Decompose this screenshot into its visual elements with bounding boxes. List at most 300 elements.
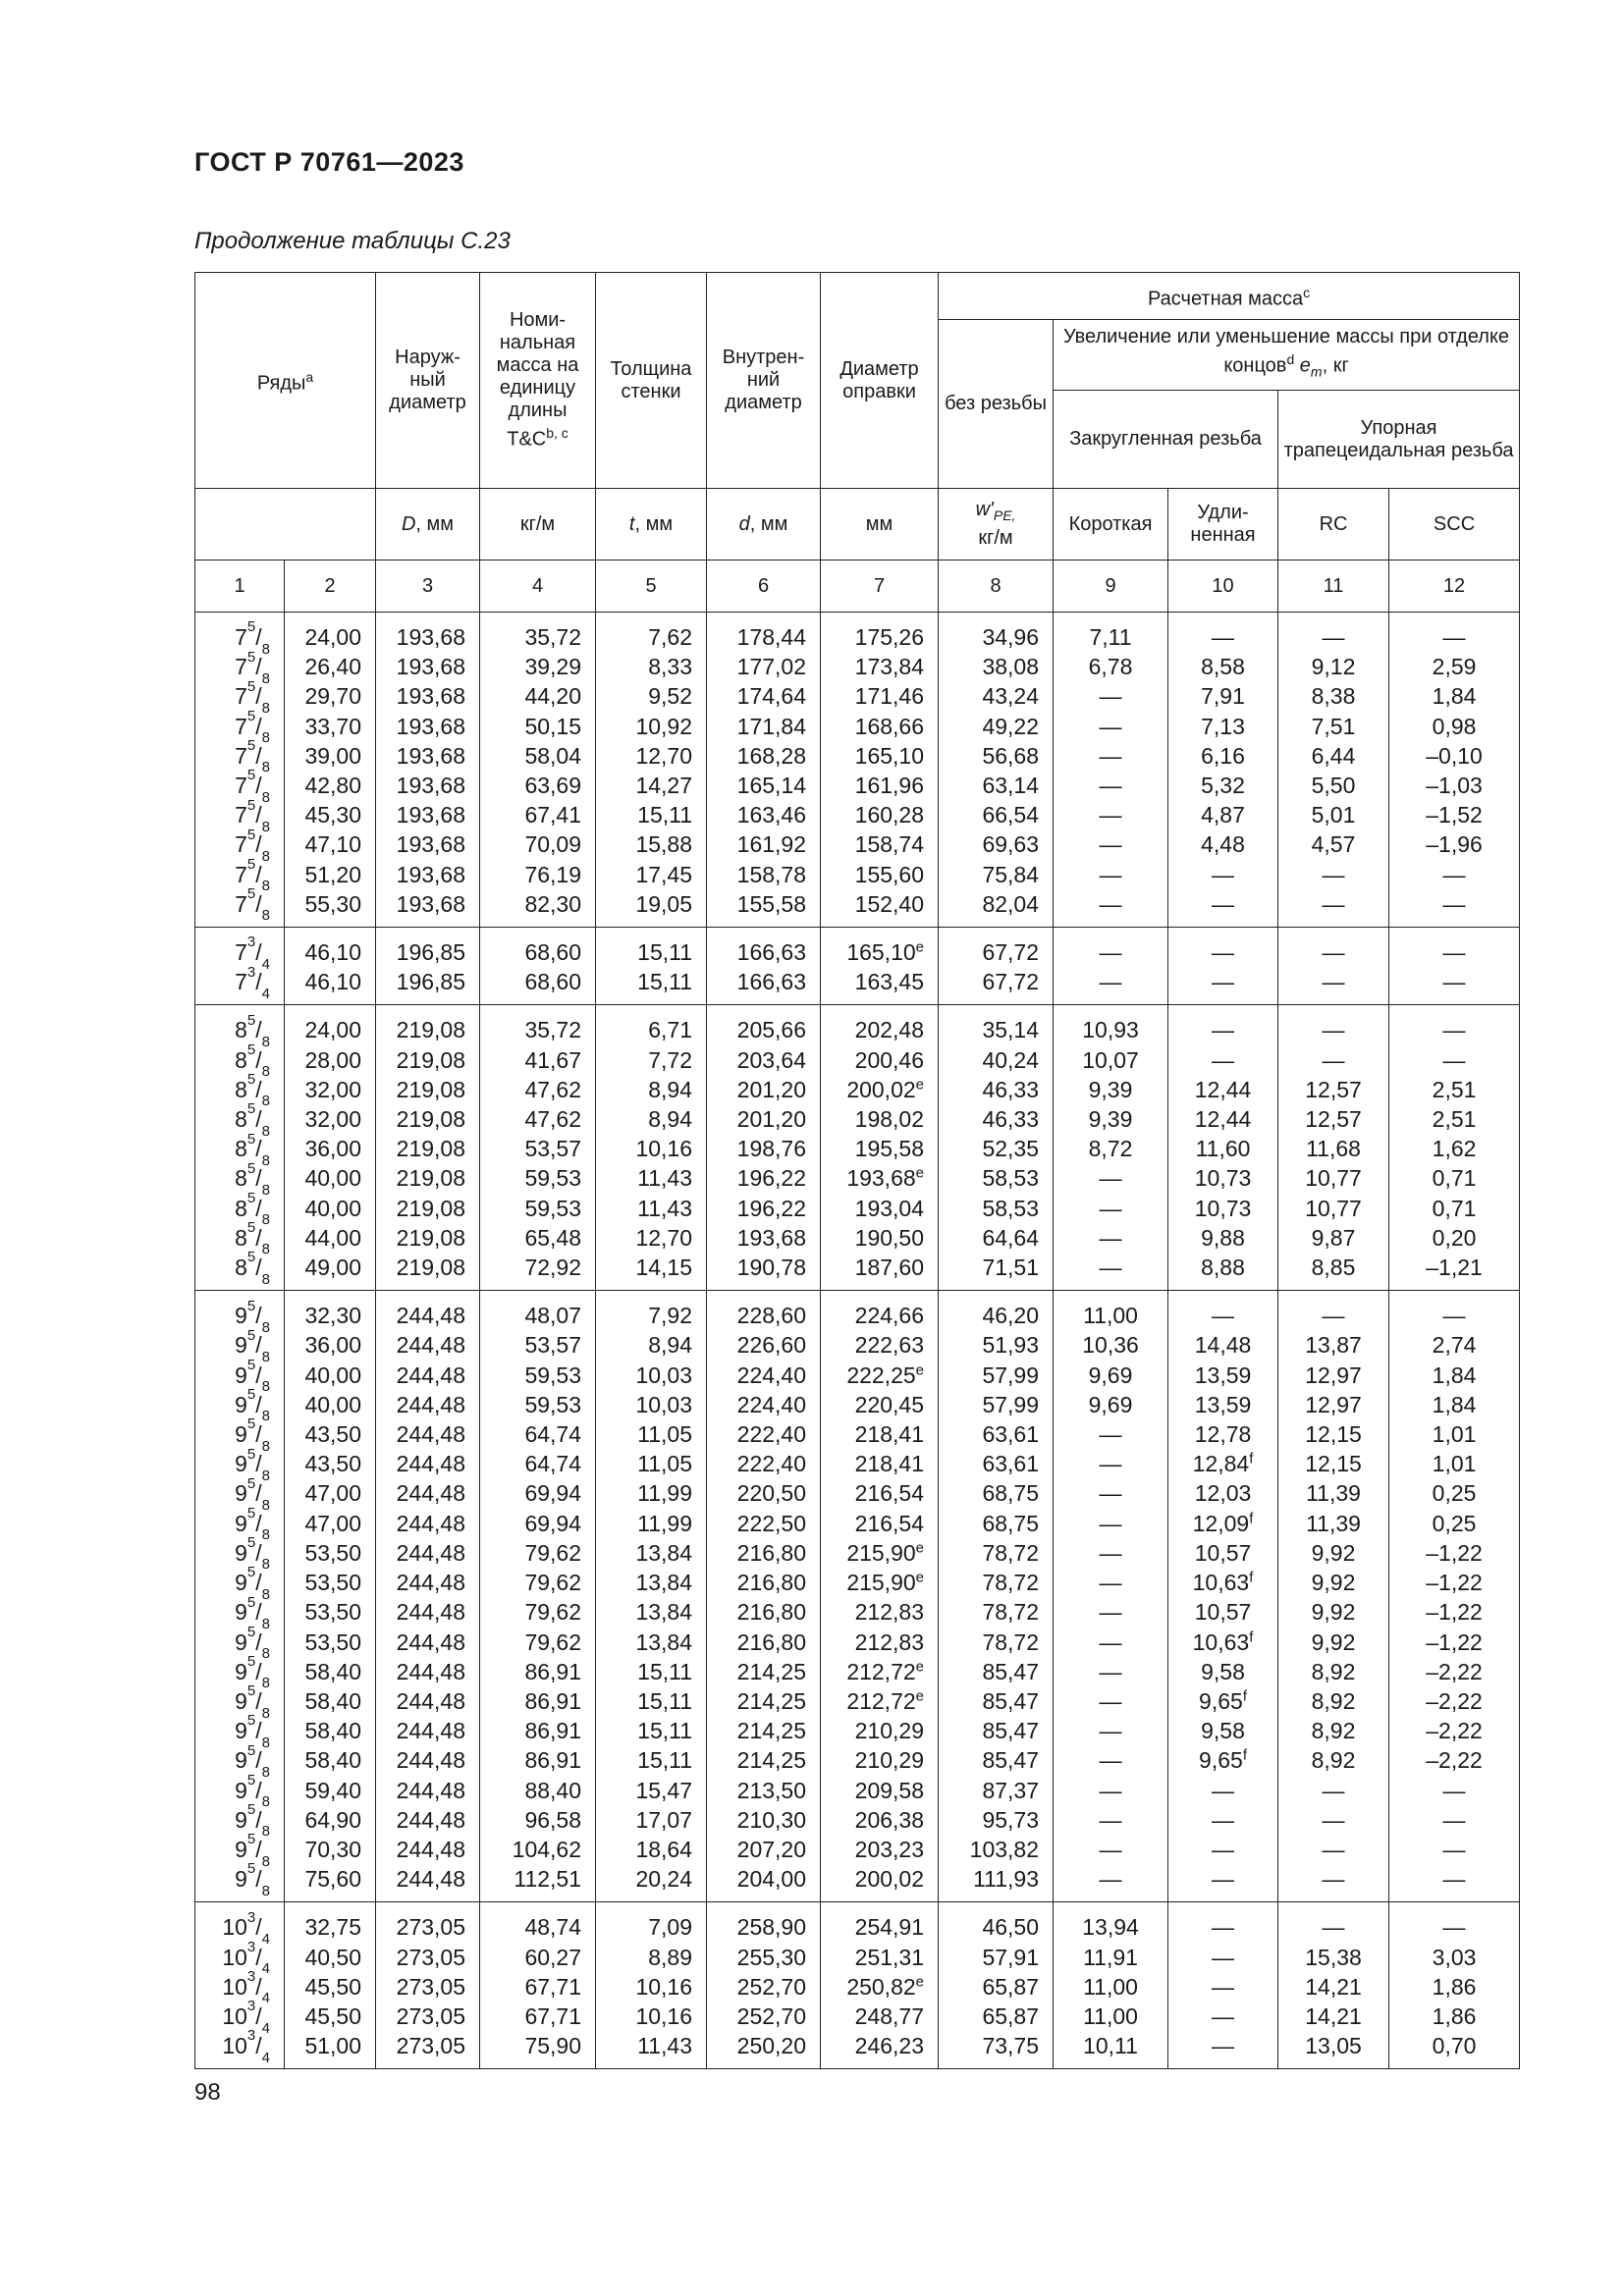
size-value: $7^5/_8$	[235, 796, 270, 835]
cell-value: 85,47	[982, 1687, 1040, 1714]
cell-value: 219,08	[396, 1255, 466, 1281]
cell-value: —	[1442, 1866, 1466, 1893]
cell-value: 158,78	[736, 861, 807, 887]
cell-value: —	[1212, 1914, 1235, 1941]
size-value: $7^5/_8$	[235, 826, 270, 866]
cell-value: —	[1442, 890, 1466, 917]
cell-value: 0,71	[1432, 1195, 1477, 1221]
cell-value: 224,66	[854, 1303, 925, 1329]
cell-value: 252,70	[736, 1973, 807, 2000]
cell-value: 216,80	[736, 1629, 807, 1655]
cell-value: 244,48	[396, 1421, 466, 1448]
cell-value: 244,48	[396, 1687, 466, 1714]
cell-value: —	[1099, 802, 1122, 828]
cell-value: 193,04	[854, 1195, 925, 1221]
cell-col-4	[480, 1902, 596, 2069]
cell-value: —	[1099, 1195, 1122, 1221]
cell-value: 96,58	[524, 1806, 582, 1833]
size-value: $9^5/_8$	[235, 1505, 270, 1544]
cell-value: 222,40	[736, 1451, 807, 1477]
cell-value: 187,60	[854, 1255, 925, 1281]
cell-col-12	[1389, 613, 1520, 928]
cell-value: 10,73	[1194, 1165, 1252, 1192]
cell-value: 78,72	[982, 1570, 1040, 1596]
cell-value: 18,64	[635, 1836, 693, 1862]
cell-value: 224,40	[736, 1391, 807, 1417]
cell-value: 196,22	[736, 1165, 807, 1192]
cell-value: –1,96	[1426, 831, 1483, 858]
cell-value: 8,33	[648, 654, 693, 680]
cell-value: —	[1322, 1836, 1345, 1862]
cell-value: 5,01	[1311, 802, 1356, 828]
cell-value: 220,50	[736, 1480, 807, 1507]
cell-col-4	[480, 1005, 596, 1291]
cell-value: 87,37	[982, 1777, 1040, 1803]
cell-value: 193,68	[396, 831, 466, 858]
cell-value: 2,74	[1432, 1332, 1477, 1359]
cell-value: 166,63	[736, 939, 807, 966]
cell-value: 3,03	[1432, 1944, 1477, 1970]
column-number: 8	[939, 561, 1054, 613]
cell-value: 7,72	[648, 1046, 693, 1073]
size-value: $8^5/_8$	[235, 1219, 270, 1258]
cell-value: 6,16	[1201, 742, 1245, 769]
size-value: $9^5/_8$	[235, 1297, 270, 1336]
cell-value: 255,30	[736, 1944, 807, 1970]
cell-value: 177,02	[736, 654, 807, 680]
cell-value: 8,88	[1201, 1255, 1245, 1281]
cell-value: 9,92	[1311, 1539, 1356, 1566]
cell-value: 5,32	[1201, 773, 1245, 799]
column-number: 12	[1389, 561, 1520, 613]
cell-col-3	[376, 1291, 480, 1902]
cell-value: 219,08	[396, 1046, 466, 1073]
column-number: 4	[480, 561, 596, 613]
cell-value: 41,67	[524, 1046, 582, 1073]
cell-value: 175,26	[854, 624, 925, 650]
cell-col-9	[1054, 928, 1168, 1005]
cell-value: 68,75	[982, 1480, 1040, 1507]
cell-value: 8,38	[1311, 683, 1356, 710]
cell-value: —	[1212, 939, 1235, 966]
cell-value: 7,11	[1089, 624, 1132, 650]
cell-value: 173,84	[854, 654, 925, 680]
cell-col-2	[285, 1291, 376, 1902]
cell-value: 9,92	[1311, 1629, 1356, 1655]
cell-value: 68,60	[524, 969, 582, 995]
cell-value: 7,13	[1201, 713, 1245, 739]
cell-value: 244,48	[396, 1836, 466, 1862]
cell-value: —	[1099, 969, 1122, 995]
cell-value: 12,70	[635, 1224, 693, 1251]
cell-value: 0,71	[1432, 1165, 1477, 1192]
cell-col-11	[1278, 1005, 1389, 1291]
cell-value: 160,28	[854, 802, 925, 828]
cell-value: 11,43	[637, 1195, 693, 1221]
cell-value: 193,68	[396, 654, 466, 680]
cell-value: 36,00	[304, 1136, 362, 1162]
cell-value: 212,83	[854, 1599, 925, 1626]
cell-value: 103,82	[969, 1836, 1040, 1862]
cell-value: 244,48	[396, 1806, 466, 1833]
cell-col-8	[939, 1902, 1054, 2069]
unit-od: D, мм	[376, 489, 480, 561]
cell-value: 1,86	[1432, 2002, 1477, 2029]
cell-value: 200,02e	[846, 1076, 925, 1102]
cell-value: 12,97	[1305, 1362, 1362, 1388]
cell-value: 47,62	[524, 1076, 582, 1102]
cell-col-11	[1278, 613, 1389, 928]
cell-value: 15,47	[635, 1777, 693, 1803]
cell-value: 70,09	[524, 831, 582, 858]
cell-value: 64,64	[982, 1224, 1040, 1251]
cell-value: 4,57	[1311, 831, 1356, 858]
cell-value: —	[1442, 1836, 1466, 1862]
cell-value: 82,04	[982, 890, 1040, 917]
cell-col-10	[1168, 1902, 1278, 2069]
cell-value: 207,20	[736, 1836, 807, 1862]
cell-value: 35,72	[524, 624, 582, 650]
cell-col-7	[821, 928, 939, 1005]
cell-value: 47,00	[304, 1480, 362, 1507]
cell-value: 161,96	[854, 773, 925, 799]
cell-value: 201,20	[736, 1076, 807, 1102]
cell-value: 244,48	[396, 1539, 466, 1566]
cell-value: —	[1212, 1973, 1235, 2000]
size-value: $8^5/_8$	[235, 1041, 270, 1081]
cell-value: 53,50	[304, 1570, 362, 1596]
cell-value: –1,03	[1426, 773, 1483, 799]
size-value: $9^5/_8$	[235, 1712, 270, 1751]
cell-value: –2,22	[1426, 1747, 1483, 1774]
cell-value: 7,62	[648, 624, 693, 650]
cell-value: 10,07	[1082, 1046, 1139, 1073]
cell-value: 17,45	[635, 861, 693, 887]
cell-value: 44,20	[524, 683, 582, 710]
cell-value: —	[1442, 939, 1466, 966]
cell-col-10	[1168, 1005, 1278, 1291]
cell-value: 9,92	[1311, 1570, 1356, 1596]
cell-value: 11,00	[1083, 1973, 1138, 2000]
cell-value: 13,94	[1082, 1914, 1139, 1941]
cell-value: —	[1099, 1224, 1122, 1251]
cell-value: 78,72	[982, 1629, 1040, 1655]
cell-value: 219,08	[396, 1106, 466, 1133]
cell-value: 14,21	[1305, 1973, 1362, 2000]
cell-value: —	[1442, 1806, 1466, 1833]
cell-value: 218,41	[854, 1421, 925, 1448]
cell-value: 28,00	[304, 1046, 362, 1073]
cell-value: —	[1099, 1451, 1122, 1477]
cell-value: 45,50	[304, 1973, 362, 2000]
cell-value: 86,91	[524, 1747, 582, 1774]
cell-value: 244,48	[396, 1303, 466, 1329]
cell-col-5	[596, 1291, 707, 1902]
cell-value: 6,78	[1088, 654, 1133, 680]
cell-col-6	[707, 1291, 821, 1902]
cell-value: 47,10	[304, 831, 362, 858]
cell-value: —	[1099, 1539, 1122, 1566]
cell-value: 171,84	[736, 713, 807, 739]
header-outer-diameter: Наруж-ный диаметр	[376, 273, 480, 489]
cell-value: 17,07	[635, 1806, 693, 1833]
cell-value: —	[1322, 1017, 1345, 1043]
cell-value: 6,71	[648, 1017, 693, 1043]
cell-value: 45,30	[304, 802, 362, 828]
cell-value: 10,77	[1305, 1195, 1362, 1221]
header-rows: Ряды$^a$	[195, 273, 376, 489]
cell-value: 46,10	[304, 969, 362, 995]
size-value: $9^5/_8$	[235, 1593, 270, 1632]
cell-value: 44,00	[304, 1224, 362, 1251]
cell-value: –1,22	[1426, 1599, 1483, 1626]
header-round-thread: Закругленная резьба	[1054, 391, 1278, 489]
unit-mass: кг/м	[480, 489, 596, 561]
cell-col-10	[1168, 928, 1278, 1005]
cell-value: 8,92	[1311, 1687, 1356, 1714]
column-number: 10	[1168, 561, 1278, 613]
cell-value: 9,52	[648, 683, 693, 710]
cell-value: 86,91	[524, 1658, 582, 1684]
size-value: $9^5/_8$	[235, 1357, 270, 1396]
cell-col-7	[821, 1005, 939, 1291]
cell-value: 11,60	[1195, 1136, 1251, 1162]
cell-value: —	[1212, 1806, 1235, 1833]
column-number: 7	[821, 561, 939, 613]
cell-value: 163,46	[736, 802, 807, 828]
cell-value: 1,01	[1432, 1421, 1477, 1448]
cell-value: 10,36	[1082, 1332, 1139, 1359]
cell-value: 111,93	[973, 1866, 1040, 1893]
cell-value: 273,05	[396, 1973, 466, 2000]
cell-value: —	[1099, 1629, 1122, 1655]
cell-value: 166,63	[736, 969, 807, 995]
cell-value: 73,75	[982, 2033, 1040, 2059]
cell-value: 12,03	[1194, 1480, 1252, 1507]
column-number: 2	[285, 561, 376, 613]
table-row-group	[195, 1005, 1520, 1291]
size-cell	[195, 613, 285, 928]
cell-value: —	[1099, 1687, 1122, 1714]
cell-value: –2,22	[1426, 1718, 1483, 1744]
cell-value: —	[1099, 742, 1122, 769]
cell-col-6	[707, 928, 821, 1005]
cell-value: 224,40	[736, 1362, 807, 1388]
cell-value: —	[1212, 969, 1235, 995]
cell-value: 43,50	[304, 1421, 362, 1448]
cell-value: 13,84	[635, 1629, 693, 1655]
cell-value: 193,68	[396, 802, 466, 828]
cell-value: 67,41	[524, 802, 582, 828]
cell-value: 273,05	[396, 1944, 466, 1970]
table-row-group	[195, 1902, 1520, 2069]
cell-value: 219,08	[396, 1224, 466, 1251]
cell-value: 15,38	[1305, 1944, 1362, 1970]
cell-col-3	[376, 1005, 480, 1291]
cell-value: 57,99	[982, 1362, 1040, 1388]
size-value: $7^5/_8$	[235, 677, 270, 717]
header-scc: SCC	[1389, 489, 1520, 561]
header-short: Короткая	[1054, 489, 1168, 561]
cell-value: 10,11	[1083, 2033, 1138, 2059]
cell-value: —	[1442, 1777, 1466, 1803]
size-value: $9^5/_8$	[235, 1474, 270, 1515]
cell-value: —	[1442, 1046, 1466, 1073]
cell-value: 13,05	[1305, 2033, 1362, 2059]
cell-value: 190,78	[736, 1255, 807, 1281]
cell-value: 33,70	[304, 713, 362, 739]
cell-value: 161,92	[736, 831, 807, 858]
cell-value: 250,82e	[846, 1973, 925, 2000]
cell-col-11	[1278, 1902, 1389, 2069]
cell-value: 258,90	[736, 1914, 807, 1941]
cell-value: 8,89	[648, 1944, 693, 1970]
cell-value: 10,16	[635, 2002, 693, 2029]
cell-col-3	[376, 928, 480, 1005]
cell-value: —	[1442, 1303, 1466, 1329]
header-wall-thickness: Толщина стенки	[596, 273, 707, 489]
cell-value: 193,68	[396, 890, 466, 917]
cell-value: 48,07	[524, 1303, 582, 1329]
cell-value: 210,29	[854, 1747, 925, 1774]
cell-value: 219,08	[396, 1136, 466, 1162]
cell-value: 216,80	[736, 1570, 807, 1596]
cell-value: 5,50	[1311, 773, 1356, 799]
cell-value: 46,33	[982, 1076, 1040, 1102]
size-value: $9^5/_8$	[235, 1801, 270, 1841]
cell-value: 190,50	[854, 1224, 925, 1251]
cell-value: 12,44	[1194, 1076, 1252, 1102]
cell-value: 10,57	[1194, 1599, 1252, 1626]
cell-value: 95,73	[982, 1806, 1040, 1833]
size-value: $10^3/_4$	[222, 1968, 270, 2007]
cell-value: 86,91	[524, 1687, 582, 1714]
cell-value: 64,74	[524, 1421, 582, 1448]
cell-value: 43,24	[982, 683, 1040, 710]
cell-value: 214,25	[736, 1718, 807, 1744]
cell-value: —	[1212, 861, 1235, 887]
cell-value: 213,50	[736, 1777, 807, 1803]
size-value: $10^3/_4$	[222, 1938, 270, 1978]
cell-value: 9,58	[1201, 1658, 1245, 1684]
cell-value: 244,48	[396, 1718, 466, 1744]
cell-value: 244,48	[396, 1391, 466, 1417]
cell-value: 51,00	[304, 2033, 362, 2059]
cell-value: 32,30	[304, 1303, 362, 1329]
cell-col-2	[285, 1005, 376, 1291]
cell-value: 9,69	[1088, 1362, 1133, 1388]
cell-value: 67,72	[982, 969, 1040, 995]
cell-value: 58,53	[982, 1165, 1040, 1192]
cell-value: 174,64	[736, 683, 807, 710]
cell-value: 11,99	[637, 1510, 693, 1536]
cell-value: 66,54	[982, 802, 1040, 828]
cell-value: —	[1099, 1510, 1122, 1536]
cell-value: 10,03	[635, 1362, 693, 1388]
cell-value: 79,62	[524, 1599, 582, 1626]
cell-value: 244,48	[396, 1362, 466, 1388]
cell-value: 63,14	[982, 773, 1040, 799]
cell-value: 104,62	[512, 1836, 582, 1862]
cell-value: 203,64	[736, 1046, 807, 1073]
cell-value: 46,33	[982, 1106, 1040, 1133]
unit-drift: мм	[821, 489, 939, 561]
unit-wall: t, мм	[596, 489, 707, 561]
cell-value: —	[1099, 1836, 1122, 1862]
size-value: $9^5/_8$	[235, 1415, 270, 1455]
cell-value: 244,48	[396, 1866, 466, 1893]
cell-value: 71,51	[982, 1255, 1040, 1281]
cell-value: 59,53	[524, 1165, 582, 1192]
cell-col-7	[821, 1902, 939, 2069]
cell-col-12	[1389, 928, 1520, 1005]
size-value: $9^5/_8$	[235, 1534, 270, 1574]
cell-value: 244,48	[396, 1599, 466, 1626]
cell-value: 206,38	[854, 1806, 925, 1833]
cell-value: 10,77	[1305, 1165, 1362, 1192]
cell-col-9	[1054, 1291, 1168, 1902]
cell-value: 8,58	[1201, 654, 1245, 680]
cell-value: 78,72	[982, 1539, 1040, 1566]
cell-value: 19,05	[635, 890, 693, 917]
cell-value: 216,54	[854, 1510, 925, 1536]
cell-col-9	[1054, 613, 1168, 928]
size-value: $9^5/_8$	[235, 1831, 270, 1870]
cell-value: 244,48	[396, 1510, 466, 1536]
cell-value: 165,10e	[846, 938, 925, 966]
size-cell	[195, 1291, 285, 1902]
cell-value: 1,01	[1432, 1451, 1477, 1477]
cell-value: —	[1212, 1777, 1235, 1803]
cell-value: 36,00	[304, 1332, 362, 1359]
cell-value: 8,94	[648, 1332, 693, 1359]
cell-value: 9,87	[1311, 1224, 1356, 1251]
cell-value: 11,39	[1306, 1480, 1361, 1507]
cell-col-4	[480, 928, 596, 1005]
cell-value: 228,60	[736, 1303, 807, 1329]
cell-value: 251,31	[854, 1944, 925, 1970]
cell-value: 13,84	[635, 1599, 693, 1626]
cell-value: 222,25e	[846, 1362, 925, 1388]
cell-value: 40,00	[304, 1362, 362, 1388]
cell-value: 55,30	[304, 890, 362, 917]
cell-value: 273,05	[396, 2002, 466, 2029]
cell-value: 65,48	[524, 1224, 582, 1251]
cell-value: 10,16	[635, 1136, 693, 1162]
table-body	[195, 613, 1520, 2069]
cell-value: 58,04	[524, 742, 582, 769]
cell-value: 51,93	[982, 1332, 1040, 1359]
cell-value: 210,30	[736, 1806, 807, 1833]
header-mass-delta: Увеличение или уменьшение массы при отделке концов$^d$ $e_m$, кг	[1054, 320, 1520, 391]
size-value: $7^3/_4$	[235, 963, 270, 1002]
cell-col-5	[596, 1902, 707, 2069]
size-value: $9^5/_8$	[235, 1445, 270, 1484]
cell-value: 0,70	[1432, 2033, 1477, 2059]
cell-value: —	[1212, 1046, 1235, 1073]
cell-value: 65,87	[982, 1973, 1040, 2000]
cell-value: 15,11	[637, 1747, 693, 1774]
cell-value: 10,16	[635, 1973, 693, 2000]
cell-value: 85,47	[982, 1747, 1040, 1774]
cell-value: 212,72e	[846, 1658, 925, 1684]
cell-col-8	[939, 1291, 1054, 1902]
cell-value: 12,15	[1305, 1451, 1362, 1477]
cell-value: —	[1322, 1046, 1345, 1073]
cell-value: –1,21	[1426, 1255, 1483, 1281]
cell-value: 193,68	[396, 861, 466, 887]
cell-value: 45,50	[304, 2002, 362, 2029]
